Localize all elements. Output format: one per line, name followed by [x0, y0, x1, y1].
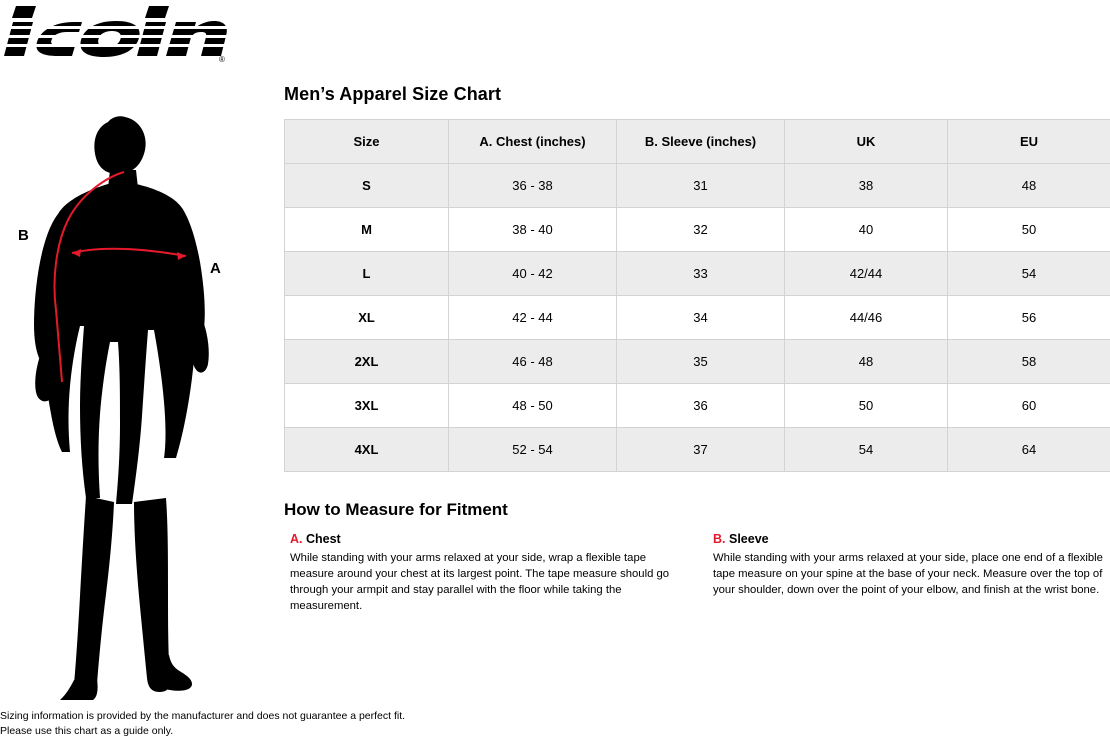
cell-sleeve: 33 [617, 252, 785, 296]
cell-size: 3XL [285, 384, 449, 428]
cell-eu: 54 [948, 252, 1110, 296]
measure-text-sleeve: While standing with your arms relaxed at your side, place one end of a flexible tape measure on your spine at the base of your neck. Measure over the top of your shoulder, down over the point of your elbow, and finish at the wrist bone. [713, 552, 1103, 597]
table-row [285, 428, 1110, 472]
table-row [285, 340, 1110, 384]
measure-text-chest: While standing with your arms relaxed at your side, wrap a flexible tape measure around your chest at its largest point. The tape measure should go through your armpit and stay parallel with the floor while taking the measurement. [290, 552, 670, 613]
cell-chest: 48 - 50 [449, 384, 617, 428]
cell-size: M [285, 208, 449, 252]
cell-sleeve: 36 [617, 384, 785, 428]
cell-uk: 44/46 [785, 296, 948, 340]
cell-uk: 38 [785, 164, 948, 208]
cell-chest: 40 - 42 [449, 252, 617, 296]
measure-item-heading [290, 532, 687, 546]
icon-logo-graphic [0, 4, 230, 66]
cell-sleeve: 31 [617, 164, 785, 208]
cell-uk: 48 [785, 340, 948, 384]
measure-letter-a: A. [290, 532, 303, 546]
registered-mark: ® [219, 55, 225, 64]
cell-chest: 36 - 38 [449, 164, 617, 208]
table-row [285, 384, 1110, 428]
cell-sleeve: 37 [617, 428, 785, 472]
size-chart-table [284, 119, 1110, 472]
table-row [285, 208, 1110, 252]
cell-sleeve: 34 [617, 296, 785, 340]
cell-sleeve: 35 [617, 340, 785, 384]
how-to-measure-columns [284, 532, 1110, 614]
label-a: A [210, 260, 221, 277]
cell-sleeve: 32 [617, 208, 785, 252]
how-to-measure-title: How to Measure for Fitment [284, 500, 508, 519]
measure-name-sleeve: Sleeve [728, 532, 769, 546]
cell-size: S [285, 164, 449, 208]
cell-uk: 50 [785, 384, 948, 428]
column-header-size: Size [285, 120, 449, 164]
cell-eu: 58 [948, 340, 1110, 384]
table-row [285, 164, 1110, 208]
mannequin-silhouette [34, 116, 209, 700]
cell-uk: 40 [785, 208, 948, 252]
brand-logo [0, 4, 230, 66]
cell-uk: 42/44 [785, 252, 948, 296]
page-title: Men’s Apparel Size Chart [284, 84, 502, 104]
cell-eu: 50 [948, 208, 1110, 252]
table-body [285, 164, 1110, 472]
table-row [285, 296, 1110, 340]
column-header-chest: A. Chest (inches) [449, 120, 617, 164]
cell-size: XL [285, 296, 449, 340]
cell-eu: 60 [948, 384, 1110, 428]
cell-eu: 48 [948, 164, 1110, 208]
disclaimer-line-1: Sizing information is provided by the manufacturer and does not guarantee a perfect fit. [0, 710, 406, 723]
cell-chest: 42 - 44 [449, 296, 617, 340]
cell-chest: 52 - 54 [449, 428, 617, 472]
cell-chest: 46 - 48 [449, 340, 617, 384]
measure-item-sleeve [707, 532, 1110, 614]
cell-chest: 38 - 40 [449, 208, 617, 252]
disclaimer-line-2: Please use this chart as a guide only. [0, 725, 174, 738]
measure-item-heading [713, 532, 1110, 546]
cell-eu: 64 [948, 428, 1110, 472]
measure-item-chest [284, 532, 687, 614]
column-header-sleeve: B. Sleeve (inches) [617, 120, 785, 164]
cell-size: 2XL [285, 340, 449, 384]
table-header [285, 120, 1110, 164]
cell-size: 4XL [285, 428, 449, 472]
table-header-row [285, 120, 1110, 164]
cell-eu: 56 [948, 296, 1110, 340]
label-b: B [18, 227, 29, 244]
measure-letter-b: B. [713, 532, 726, 546]
table-row [285, 252, 1110, 296]
disclaimer [0, 709, 405, 739]
cell-uk: 54 [785, 428, 948, 472]
measure-name-chest: Chest [305, 532, 341, 546]
column-header-eu: EU [948, 120, 1110, 164]
cell-size: L [285, 252, 449, 296]
column-header-uk: UK [785, 120, 948, 164]
measurement-figure [0, 110, 270, 700]
